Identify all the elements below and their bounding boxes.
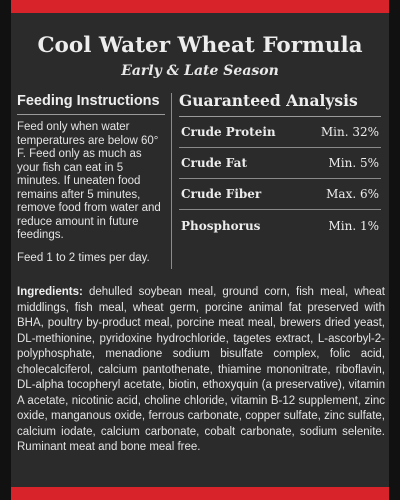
top-red-stripe: [0, 0, 400, 13]
nutrient-value: Max. 6%: [326, 187, 379, 201]
nutrient-value: Min. 1%: [328, 218, 379, 233]
analysis-row: [179, 117, 381, 148]
product-title: Cool Water Wheat Formula: [37, 33, 363, 58]
nutrient-value: Min. 5%: [328, 156, 379, 170]
nutrient-name: Phosphorus: [181, 218, 261, 233]
nutrient-value: Min. 32%: [320, 125, 379, 139]
feeding-instructions-section: [17, 93, 165, 265]
left-edge: [0, 0, 11, 500]
ingredients-paragraph: [17, 285, 385, 456]
bottom-red-stripe: [0, 487, 400, 500]
section-divider: [171, 93, 172, 269]
feeding-frequency-text: Feed 1 to 2 times per day.: [17, 251, 150, 264]
guaranteed-analysis-heading: Guaranteed Analysis: [179, 91, 381, 117]
nutrient-name: Crude Fiber: [181, 187, 262, 201]
guaranteed-analysis-section: [179, 91, 381, 241]
feeding-instructions-heading: Feeding Instructions: [17, 93, 165, 115]
nutrient-name: Crude Protein: [181, 125, 276, 139]
ingredients-label: Ingredients:: [17, 286, 83, 298]
label-panel: [11, 13, 389, 487]
feeding-instructions-text: Feed only when water temperatures are below 60° F. Feed only as much as your fish can eat in 5 minutes. If uneaten food remains after 5 minutes, remove food from water and reduce amount in future feedings.: [17, 121, 161, 241]
product-subtitle: Early & Late Season: [121, 63, 279, 79]
analysis-row: [179, 210, 381, 241]
nutrient-name: Crude Fat: [181, 156, 247, 170]
analysis-row: [179, 179, 381, 210]
right-edge: [389, 0, 400, 500]
analysis-row: [179, 148, 381, 179]
ingredients-text: dehulled soybean meal, ground corn, fish meal, wheat middlings, fish meal, wheat germ, porcine animal fat preserved with BHA, poultry by-product meal, porcine meat meal, brewers dried yeast, DL-methionine, pyridoxine hydrochloride, tagetes extract, L-ascorbyl-2-polyphosphate, menadione sodium bisulfate complex, folic acid, cholecalciferol, calcium pantothenate, thiamine mononitrate, riboflavin, DL-alpha tocopheryl acetate, biotin, ethoxyquin (a preservative), vitamin A acetate, nicotinic acid, choline chloride, vitamin B-12 supplement, zinc oxide, manganous oxide, ferrous carbonate, copper sulfate, zinc sulfate, calcium iodate, calcium carbonate, cobalt carbonate, sodium selenite. Ruminant meat and bone meal free.: [17, 286, 386, 453]
